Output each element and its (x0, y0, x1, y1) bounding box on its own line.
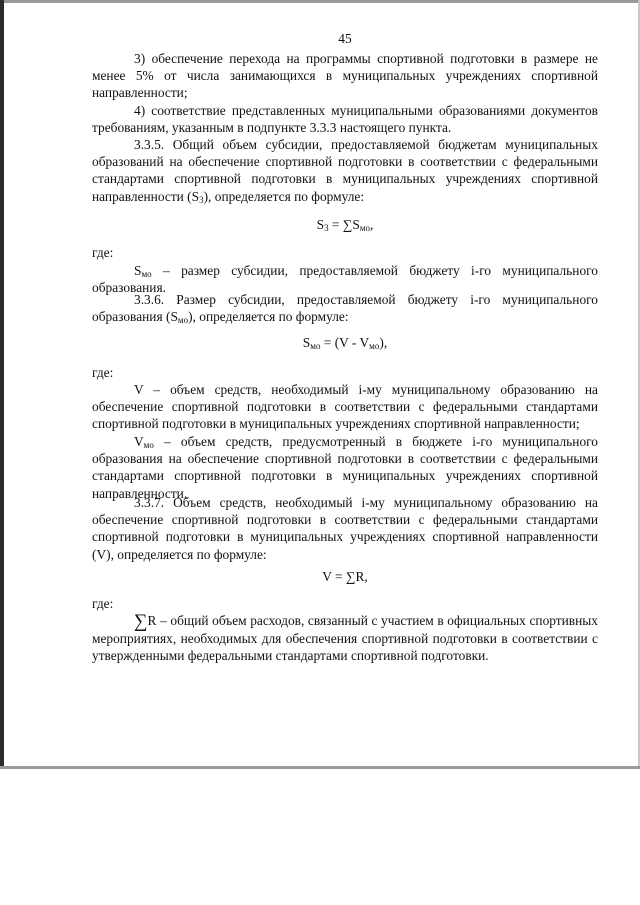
formula-smo: $S_{мо} = (V - V_{мо})$, (302, 335, 388, 351)
paragraph-3-3-5: 3.3.5. Общий объем субсидии, предоставляемой бюджетам муниципальных образований на обеспечение спортивной подготовки в соответствии с федеральными стандартами спортивной подготовки в муниципальных учреждениях спортивной направленности $(S_3)$, определяется по формуле: (92, 137, 598, 205)
definition-smo: $S_{мо}$ – размер субсидии, предоставляемой бюджету i-го муниципального образования. (92, 263, 598, 296)
label-gde-1: где: (92, 245, 114, 260)
paragraph-3-3-7: 3.3.7. Объем средств, необходимый i-му муниципальному образованию на обеспечение спортивной подготовки в соответствии с федеральными стандартами спортивной подготовки в муниципальных учреждениях спортивной направленности (V), определяется по формуле: (92, 495, 598, 562)
definition-v: V – объем средств, необходимый i-му муниципальному образованию на обеспечение спортивной подготовки в соответствии с федеральными стандартами спортивной подготовки в муниципальных учреждениях спортивной направленности; (92, 382, 598, 432)
page-number: 45 (338, 31, 352, 46)
definition-vmo: $V_{мо}$ – объем средств, предусмотренный в бюджете i-го муниципального образования на обеспечение спортивной подготовки в соответствии с федеральными стандартами спортивной подготовки в муниципальных учреждениях спортивной направленности. (92, 434, 598, 501)
label-gde-2: где: (92, 365, 114, 380)
list-item-3: 3) обеспечение перехода на программы спортивной подготовки в размере не менее 5% от числа занимающихся в муниципальных учреждениях спортивной направленности; (92, 51, 598, 101)
scan-edge-top (0, 0, 640, 3)
formula-v: V = ∑R, (322, 569, 368, 584)
scan-edge-bottom (0, 766, 640, 769)
definition-r: ∑R – общий объем расходов, связанный с участием в официальных спортивных мероприятиях, необходимых для обеспечения спортивной подготовки в соответствии с утвержденными федеральными стандартами спортивной подготовки. (92, 611, 598, 664)
list-item-4: 4) соответствие представленных муниципальными образованиями документов требованиям, указанным в подпункте 3.3.3 настоящего пункта. (92, 103, 598, 136)
sigma-symbol: ∑ (134, 611, 148, 632)
scan-edge-left (0, 0, 4, 768)
paragraph-3-3-6: 3.3.6. Размер субсидии, предоставляемой бюджету i-го муниципального образования $(S_{мо})$, определяется по формуле: (92, 292, 598, 326)
formula-s3: $S_3 = \sum S_{мо}$, (316, 217, 374, 233)
label-gde-3: где: (92, 596, 114, 611)
